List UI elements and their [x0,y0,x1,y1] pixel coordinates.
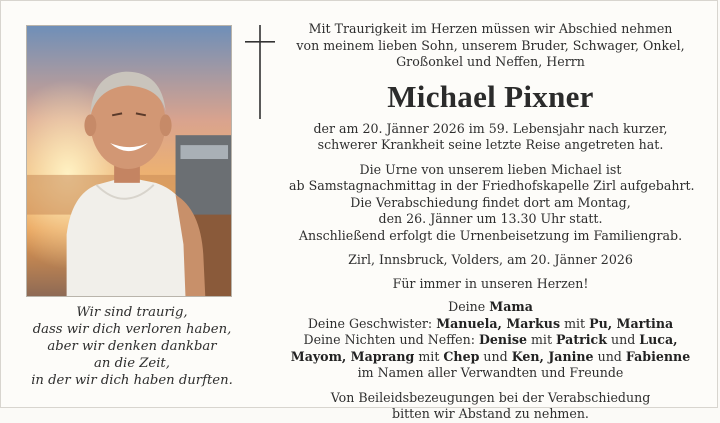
verse-line: an die Zeit, [94,356,170,371]
mourner-line-relatives: im Namen aller Verwandten und Freunde [357,365,624,380]
funeral-line: Die Urne von unserem lieben Michael ist [359,161,622,177]
verse-line: aber wir denken dankbar [47,339,217,354]
verse-line: in der wir dich haben durften. [31,373,233,388]
intro-text [289,21,692,71]
funeral-line: den 26. Jänner um 13.30 Uhr statt. [378,211,603,226]
forever-line: Für immer in unseren Herzen! [392,275,589,291]
verse-line: Wir sind traurig, [76,305,188,320]
funeral-line: Anschließend erfolgt die Urnenbeisetzung im Familiengrab. [298,227,683,243]
portrait-photo [26,25,232,297]
funeral-line: Die Verabschiedung findet dort am Montag, [350,194,631,210]
obituary-text [289,21,695,423]
closing-line: bitten wir Abstand zu nehmen. [392,406,589,421]
mourners-list [289,299,692,382]
funeral-line: ab Samstagnachmittag in der Friedhofskapelle Zirl aufgebahrt. [289,178,695,193]
cross-icon [244,23,276,121]
deceased-name: Michael Pixner [387,78,594,114]
mourner-line-siblings: Deine Geschwister: Manuela, Markus mit Pu, Martina [307,315,674,331]
funeral-text [289,161,695,245]
intro-line: von meinem lieben Sohn, unserem Bruder, Schwager, Onkel, [296,37,685,53]
death-line: schwerer Krankheit seine letzte Reise angetreten hat. [317,137,664,152]
death-line: der am 20. Jänner 2026 im 59. Lebensjahr nach kurzer, [313,120,668,136]
verse-line: dass wir dich verloren haben, [32,322,232,337]
death-text [289,121,692,154]
memorial-verse [15,304,249,389]
closing-text [289,390,692,423]
mourner-line-mama: Deine Mama [448,299,533,314]
mourner-line-grandnieces: Mayom, Maprang mit Chep und Ken, Janine und Fabienne [290,348,691,364]
place-date: Zirl, Innsbruck, Volders, am 20. Jänner 2026 [348,252,633,267]
mourner-line-nieces: Deine Nichten und Neffen: Denise mit Patrick und Luca, [303,332,678,347]
intro-line: Mit Traurigkeit im Herzen müssen wir Abschied nehmen [308,21,673,36]
closing-line: Von Beileidsbezeugungen bei der Verabschiedung [330,389,651,405]
intro-line: Großonkel und Neffen, Herrn [396,54,585,69]
